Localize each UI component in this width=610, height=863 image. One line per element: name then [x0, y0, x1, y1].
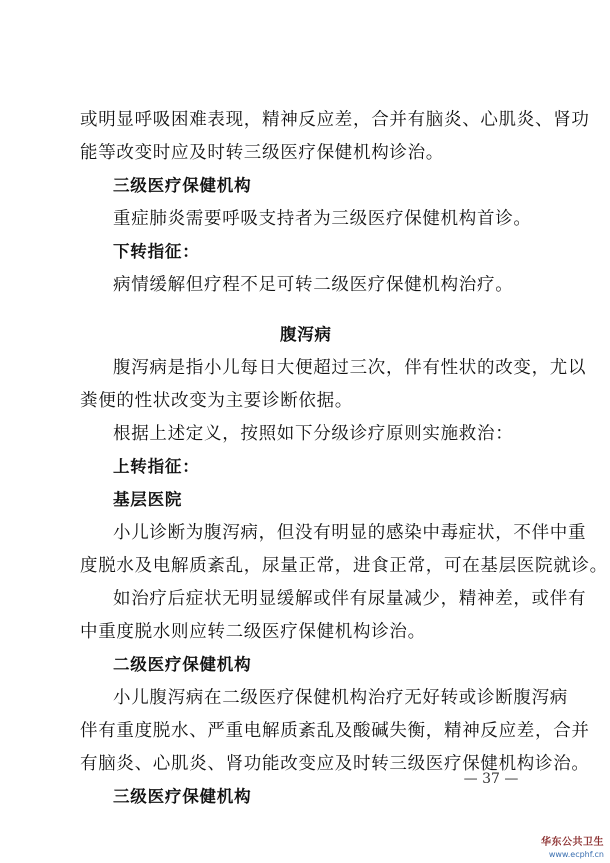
section-heading: 二级医疗保健机构 [113, 655, 252, 674]
body-text-line: 伴有重度脱水、严重电解质紊乱及酸碱失衡，精神反应差，合并 [80, 721, 590, 741]
body-text-line: 或明显呼吸困难表现，精神反应差，合并有脑炎、心肌炎、肾功 [80, 110, 590, 130]
body-text-line: 度脱水及电解质紊乱，尿量正常，进食正常，可在基层医院就诊。 [80, 556, 608, 576]
watermark-name: 华东公共卫生 [541, 837, 604, 848]
body-text-line: 能等改变时应及时转三级医疗保健机构诊治。 [80, 143, 444, 163]
section-title: 腹泻病 [280, 325, 332, 344]
body-text-line: 重症肺炎需要呼吸支持者为三级医疗保健机构首诊。 [113, 209, 532, 229]
watermark [524, 837, 604, 861]
section-heading: 上转指征： [113, 457, 200, 476]
body-text-line: 根据上述定义，按照如下分级诊疗原则实施救治： [113, 424, 514, 444]
watermark-url: www.ecphf.cn [548, 850, 604, 859]
body-text-line: 小儿腹泻病在二级医疗保健机构治疗无好转或诊断腹泻病 [113, 688, 568, 708]
body-text-line: 有脑炎、心肌炎、肾功能改变应及时转三级医疗保健机构诊治。 [80, 754, 590, 774]
body-text-line: 小儿诊断为腹泻病，但没有明显的感染中毒症状，不伴中重 [113, 523, 587, 543]
section-heading: 基层医院 [113, 490, 183, 509]
section-heading: 下转指征： [113, 242, 200, 261]
body-text-line: 腹泻病是指小儿每日大便超过三次，伴有性状的改变，尤以 [113, 358, 587, 378]
body-text-line: 如治疗后症状无明显缓解或伴有尿量减少，精神差，或伴有 [113, 589, 587, 609]
section-heading: 三级医疗保健机构 [113, 176, 252, 195]
body-text-line: 粪便的性状改变为主要诊断依据。 [80, 391, 353, 411]
body-text-line: 病情缓解但疗程不足可转二级医疗保健机构治疗。 [113, 275, 514, 295]
section-heading: 三级医疗保健机构 [113, 787, 252, 806]
page-number: — 37 — [463, 771, 519, 787]
body-text-line: 中重度脱水则应转二级医疗保健机构诊治。 [80, 622, 426, 642]
